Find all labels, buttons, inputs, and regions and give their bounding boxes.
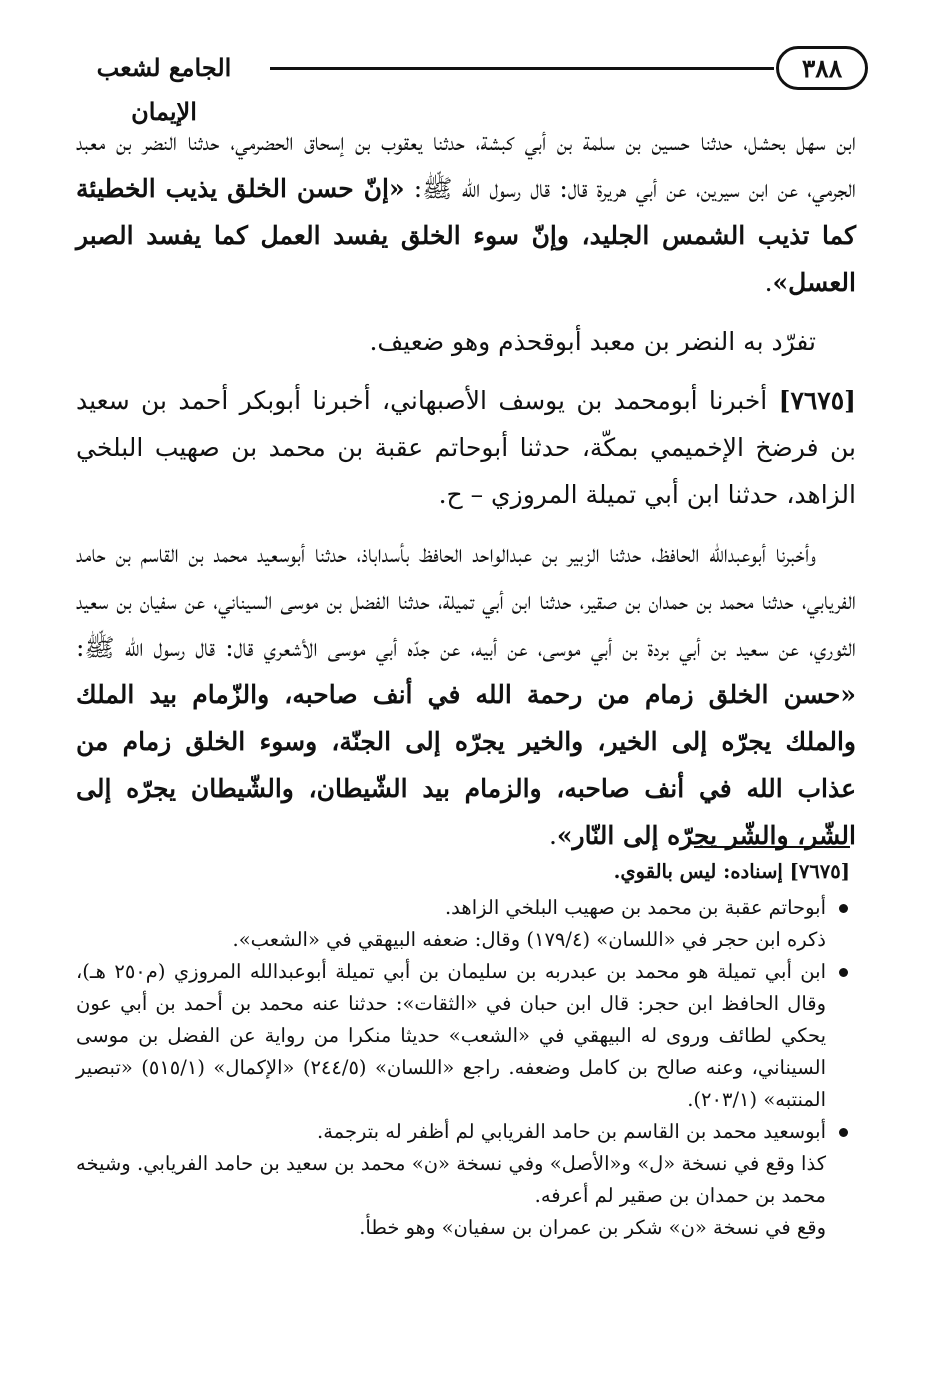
footnote-separator [694, 846, 850, 848]
footnote-line: أبوحاتم عقبة بن محمد بن صهيب البلخي الزاهد. [444, 896, 826, 919]
footnotes [76, 856, 850, 1244]
footnote-ref: [٧٦٧٥] [789, 860, 850, 883]
paragraph-2: تفرّد به النضر بن معبد أبوقحذم وهو ضعيف. [369, 327, 816, 356]
footnote-line: ذكره ابن حجر في «اللسان» (١٧٩/٤) وقال: ضعفه البيهقي في «الشعب». [232, 928, 826, 951]
bullet-icon [839, 1128, 848, 1137]
footnote-line: وقع في نسخة «ن» شكر بن عمران بن سفيان» وهو خطأ. [359, 1216, 826, 1239]
bullet-icon [839, 968, 848, 977]
main-text [76, 118, 856, 871]
paragraph-4 [76, 530, 856, 859]
footnote-line: ابن أبي تميلة هو محمد بن عبدربه بن سليمان بن أبي تميلة أبوعبدالله المروزي (م٢٥٠ هـ)، وقال الحافظ ابن حجر: قال ابن حبان في «الثقات»: حدثنا عنه محمد بن أحمد بن أبي عون يحكي لطائف وروى له البيهقي في «الشعب» حديثا منكرا من رواية عن الفضل بن موسى السيناني، وعنه صالح بن كامل وضعفه. راجع «اللسان» (٢٤٤/٥) «الإكمال» (٥١٥/١) «تبصير المنتبه» (٢٠٣/١). [76, 960, 827, 1111]
page-number: ٣٨٨ [776, 46, 868, 90]
bullet-icon [839, 904, 848, 913]
footnote-heading [76, 856, 850, 888]
footnote-grade: إسناده: ليس بالقوي. [613, 860, 783, 883]
footnote-item [76, 1116, 850, 1244]
period: . [548, 821, 557, 850]
header-rule [270, 67, 774, 70]
hadith-text: «حسن الخلق زمام من رحمة الله في أنف صاحبه، والزّمام بيد الملك والملك يجرّه إلى الخير، والخير يجرّه إلى الجنّة، وسوء الخلق زمام من عذاب الله في أنف صاحبه، والزمام بيد الشّيطان، والشّيطان يجرّه إلى الشّر، والشّر يجرّه إلى النّار» [76, 680, 856, 850]
hadith-text: «إنّ حسن الخلق يذيب الخطيئة كما تذيب الشمس الجليد، وإنّ سوء الخلق يفسد العمل كما يفسد الصبر العسل» [76, 174, 856, 297]
isnad-text: وأخبرنا أبوعبدالله الحافظ، حدثنا الزبير بن عبدالواحد الحافظ بأسداباذ، حدثنا أبوسعيد محمد بن القاسم بن حامد الفريابي، حدثنا محمد بن حمدان بن صقير، حدثنا ابن أبي تميلة، حدثنا الفضل بن موسى السيناني، عن سفيان بن سعيد الثوري، عن سعيد بن أبي بردة بن أبي موسى، عن أبيه، عن جدّه أبي موسى الأشعري قال: قال رسول الله ﷺ: [76, 539, 856, 662]
book-title: الجامع لشعب الإيمان [96, 53, 232, 126]
footnote-line: كذا وقع في نسخة «ل» و«الأصل» وفي نسخة «ن» محمد بن سعيد بن حامد الفريابي. وشيخه محمد بن حمدان بن صقير لم أعرفه. [76, 1152, 826, 1207]
footnote-item [76, 892, 850, 956]
paragraph-3 [76, 377, 856, 518]
isnad-text: أخبرنا أبومحمد بن يوسف الأصبهاني، أخبرنا أبوبكر أحمد بن سعيد بن فرضخ الإخميمي بمكّة، حدثنا أبوحاتم عقبة بن محمد بن صهيب البلخي الزاهد، حدثنا ابن أبي تميلة المروزي – ح. [76, 386, 856, 509]
page-header [60, 40, 868, 126]
isnad-text: ابن سهل بحشل، حدثنا حسين بن سلمة بن أبي كبشة، حدثنا يعقوب بن إسحاق الحضرمي، حدثنا النضر بن معبد الجرمي، عن ابن سيرين، عن أبي هريرة قال: قال رسول الله ﷺ: [76, 127, 856, 203]
footnote-line: أبوسعيد محمد بن القاسم بن حامد الفريابي لم أظفر له بترجمة. [317, 1120, 826, 1143]
hadith-number: [٧٦٧٥] [778, 386, 856, 415]
footnote-item [76, 956, 850, 1116]
period: . [764, 268, 773, 297]
paragraph-1 [76, 118, 856, 306]
